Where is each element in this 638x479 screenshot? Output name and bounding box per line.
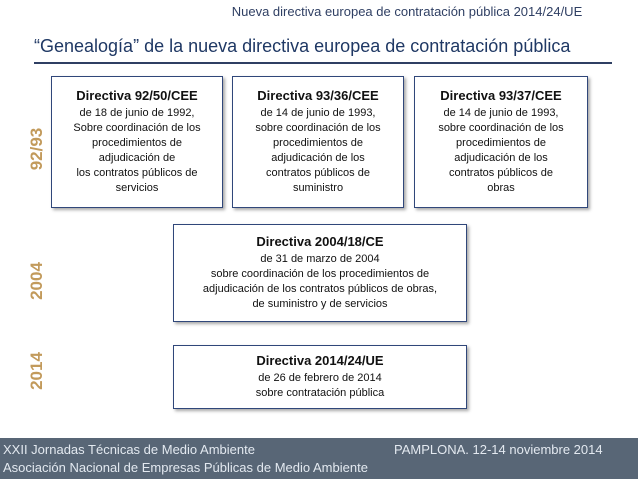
footer-location-dates: PAMPLONA. 12-14 noviembre 2014 [394, 442, 603, 457]
directive-name: Directiva 93/37/CEE [440, 88, 562, 103]
directive-box-93-36-cee [232, 76, 404, 208]
directive-name: Directiva 93/36/CEE [257, 88, 379, 103]
directive-name: Directiva 92/50/CEE [76, 88, 198, 103]
directive-box-2004-18-ce [173, 224, 467, 322]
title-underline [34, 62, 612, 64]
footer-event: XXII Jornadas Técnicas de Medio Ambiente [3, 442, 255, 457]
year-label-1992-1993: 92/93 [27, 127, 46, 171]
directive-description: de 14 de junio de 1993, sobre coordinación de los procedimientos de adjudicación de los contratos públicos de suministro [255, 107, 381, 194]
header-text: Nueva directiva europea de contratación pública 2014/24/UE [231, 4, 583, 19]
directive-name: Directiva 2004/18/CE [256, 234, 384, 249]
slide-header [0, 0, 638, 24]
directive-box-2014-24-ue [173, 345, 467, 409]
directive-box-93-37-cee [414, 76, 588, 208]
directive-description: de 31 de marzo de 2004 sobre coordinación de los procedimientos de adjudicación de los contratos públicos de obras, de suministro y de servicios [202, 253, 438, 310]
directive-box-92-50-cee [51, 76, 223, 208]
directive-description: de 26 de febrero de 2014 sobre contratación pública [255, 372, 385, 399]
footer-organization: Asociación Nacional de Empresas Públicas de Medio Ambiente [3, 460, 368, 475]
year-label-2004: 2004 [27, 262, 46, 300]
year-label-2014: 2014 [27, 352, 46, 390]
directive-description: de 14 de junio de 1993, sobre coordinación de los procedimientos de adjudicación de los contratos públicos de obras [438, 107, 564, 194]
directive-name: Directiva 2014/24/UE [256, 353, 384, 368]
directive-description: de 18 de junio de 1992, Sobre coordinación de los procedimientos de adjudicación de los contratos públicos de servicios [73, 107, 201, 194]
slide-title: “Genealogía” de la nueva directiva europea de contratación pública [34, 36, 571, 56]
slide-footer [0, 438, 638, 479]
